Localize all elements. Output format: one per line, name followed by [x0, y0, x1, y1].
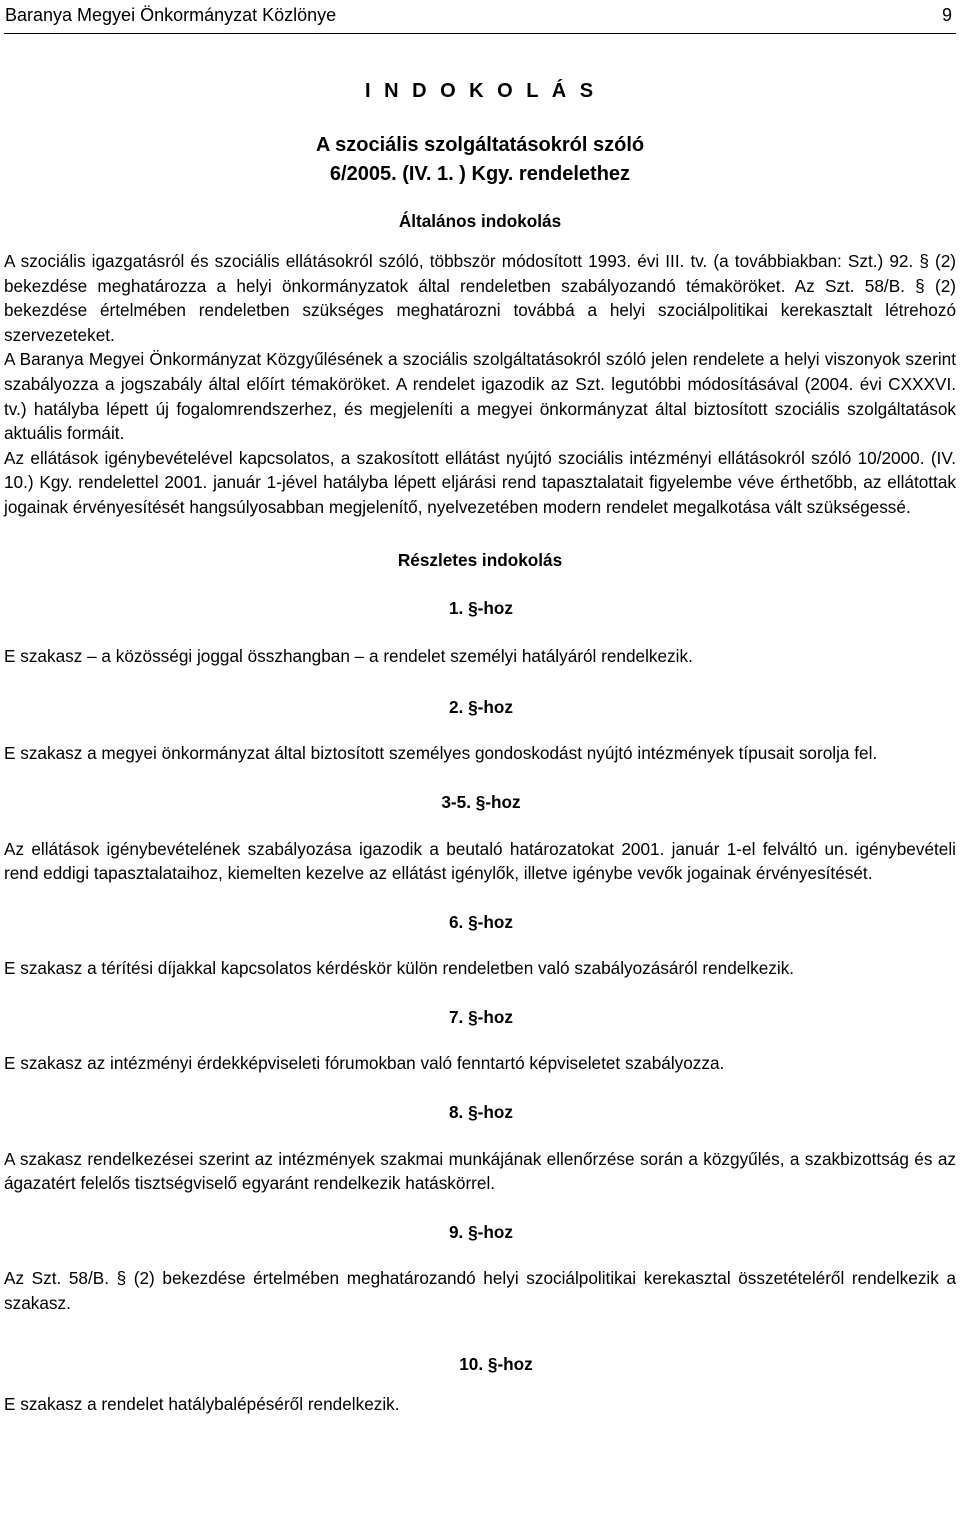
general-paragraph: A Baranya Megyei Önkormányzat Közgyűlésének a szociális szolgáltatásokról szóló jelen rendelete a helyi viszonyok szerint szabályozza a jogszabály által előírt témaköröket. A rendelet igazodik az Szt. legutóbbi módosításával (2004. évi CXXXVI. tv.) hatályba lépett új fogalomrendszerhez, és megjeleníti a megyei önkormányzat által biztosított szociális szolgáltatások aktuális formáit.	[4, 349, 956, 444]
section-text: Az ellátások igénybevételének szabályozása igazodik a beutaló határozatokat 2001. január 1-el felváltó un. igénybevételi rend eddigi tapasztalataihoz, kiemelten kezelve az ellátást igénylők, illetve igénybe vevők jogainak érvényesítését.	[4, 838, 956, 884]
section-label: 6. §-hoz	[449, 911, 513, 932]
section-text: E szakasz a térítési díjakkal kapcsolatos kérdéskör külön rendeletben való szabályozásáról rendelkezik.	[4, 958, 795, 979]
document-title: I N D O K O L Á S	[364, 80, 598, 102]
page-number: 9	[941, 5, 952, 25]
document-subtitle-line-1: A szociális szolgáltatásokról szóló	[315, 134, 645, 156]
section-text: E szakasz a megyei önkormányzat által biztosított személyes gondoskodást nyújtó intézmények típusait sorolja fel.	[4, 743, 878, 764]
section-label: 9. §-hoz	[449, 1221, 513, 1242]
running-header	[5, 4, 955, 28]
header-rule	[4, 33, 956, 34]
section-label: 1. §-hoz	[449, 597, 513, 618]
detailed-heading: Részletes indokolás	[397, 549, 563, 570]
detailed-section	[4, 596, 956, 1417]
section-label: 10. §-hoz	[459, 1353, 533, 1374]
general-paragraph: Az ellátások igénybevételével kapcsolatos, a szakosított ellátást nyújtó szociális intézményi ellátásokról szóló 10/2000. (IV. 10.) Kgy. rendelettel 2001. január 1-jével hatályba lépett eljárási rend tapasztalatait figyelembe véve érthetőbb, az ellátottak jogainak érvényesítését hangsúlyosabban megjelenítő, nyelvezetében modern rendelet megalkotása vált szükségessé.	[4, 447, 956, 517]
publication-name: Baranya Megyei Önkormányzat Közlönye	[5, 5, 337, 25]
section-text: E szakasz – a közösségi joggal összhangban – a rendelet személyi hatályáról rendelkezik.	[4, 646, 693, 667]
section-label: 8. §-hoz	[449, 1102, 513, 1123]
document-body	[4, 76, 956, 1417]
section-label: 3-5. §-hoz	[441, 791, 521, 812]
general-section	[4, 249, 956, 520]
section-label: 2. §-hoz	[449, 696, 513, 717]
section-text: E szakasz az intézményi érdekképviseleti fórumokban való fenntartó képviseletet szabályozza.	[4, 1053, 725, 1074]
general-heading: Általános indokolás	[398, 211, 562, 231]
section-label: 7. §-hoz	[449, 1006, 513, 1027]
section-text: Az Szt. 58/B. § (2) bekezdése értelmében meghatározandó helyi szociálpolitikai kerekasztal összetételéről rendelkezik a szakasz.	[4, 1268, 956, 1314]
document-subtitle-line-2: 6/2005. (IV. 1. ) Kgy. rendelethez	[329, 163, 631, 185]
general-paragraph: A szociális igazgatásról és szociális ellátásokról szóló, többször módosított 1993. évi III. tv. (a továbbiakban: Szt.) 92. § (2) bekezdése meghatározza a helyi önkormányzatok által rendeletben szabályozandó témaköröket. Az Szt. 58/B. § (2) bekezdése értelmében rendeletben szükséges meghatározni továbbá a helyi szociálpolitikai kerekasztalt létrehozó szervezeteket.	[4, 251, 956, 345]
section-text: A szakasz rendelkezései szerint az intézmények szakmai munkájának ellenőrzése során a közgyűlés, a szakbizottság és az ágazatért felelős tisztségviselő egyaránt rendelkezik hatáskörrel.	[4, 1148, 956, 1194]
section-text: E szakasz a rendelet hatálybalépéséről rendelkezik.	[4, 1394, 400, 1415]
